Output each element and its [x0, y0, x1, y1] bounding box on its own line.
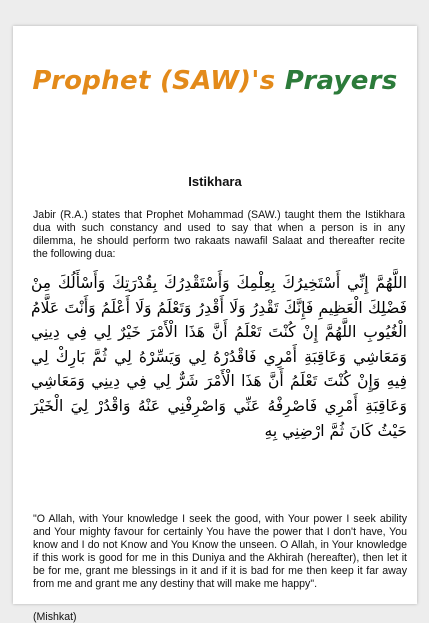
source-citation: (Mishkat) — [33, 611, 77, 623]
translation-paragraph: "O Allah, with Your knowledge I seek the good, with Your power I seek ability and Your mighty favour for certainly You have the power that I don't have, You know and I do not Know and You Know the unseen. O Allah, in Your knowledge if this work is good for me in this Duniya and the Akhirah (hereafter), then let it be for me, grant me blessings in it and if it is bad for me then keep it far away from me and grant me any destiny that will make me happy". — [33, 513, 407, 590]
page-card — [13, 26, 417, 623]
intro-paragraph: Jabir (R.A.) states that Prophet Mohammad (SAW.) taught them the Istikhara dua with such constancy and used to say that when a person is in any dilemma, he should perform two rakaats nawafil Salaat and thereafter recite the following dua: — [33, 209, 405, 260]
banner-word-prayers: Prayers — [284, 66, 398, 96]
arabic-dua-text: اللَّهُمَّ إِنِّي أَسْتَخِيرُكَ بِعِلْمِكَ وَأَسْتَقْدِرُكَ بِقُدْرَتِكَ وَأَسْأَلُكَ مِنْ فَضْلِكَ الْعَظِيمِ فَإِنَّكَ تَقْدِرُ وَلَا أَقْدِرُ وَتَعْلَمُ وَلَا أَعْلَمُ وَأَنْتَ عَلَّامُ الْغُيُوبِ اللَّهُمَّ إِنْ كُنْتَ تَعْلَمُ أَنَّ هَذَا الْأَمْرَ خَيْرٌ لِي فِي دِينِي وَمَعَاشِي وَعَاقِبَةِ أَمْرِي فَاقْدُرْهُ لِي وَيَسِّرْهُ لِي ثُمَّ بَارِكْ لِي فِيهِ وَإِنْ كُنْتَ تَعْلَمُ أَنَّ هَذَا الْأَمْرَ شَرٌّ لِي فِي دِينِي وَمَعَاشِي وَعَاقِبَةِ أَمْرِي فَاصْرِفْهُ عَنِّي وَاصْرِفْنِي عَنْهُ وَاقْدُرْ لِيَ الْخَيْرَ حَيْثُ كَانَ ثُمَّ ارْضِنِي بِهِ — [31, 274, 407, 440]
banner-word-prophet: Prophet (SAW)'s — [32, 66, 276, 96]
page-title: Istikhara — [188, 174, 242, 189]
header-banner — [13, 66, 417, 96]
